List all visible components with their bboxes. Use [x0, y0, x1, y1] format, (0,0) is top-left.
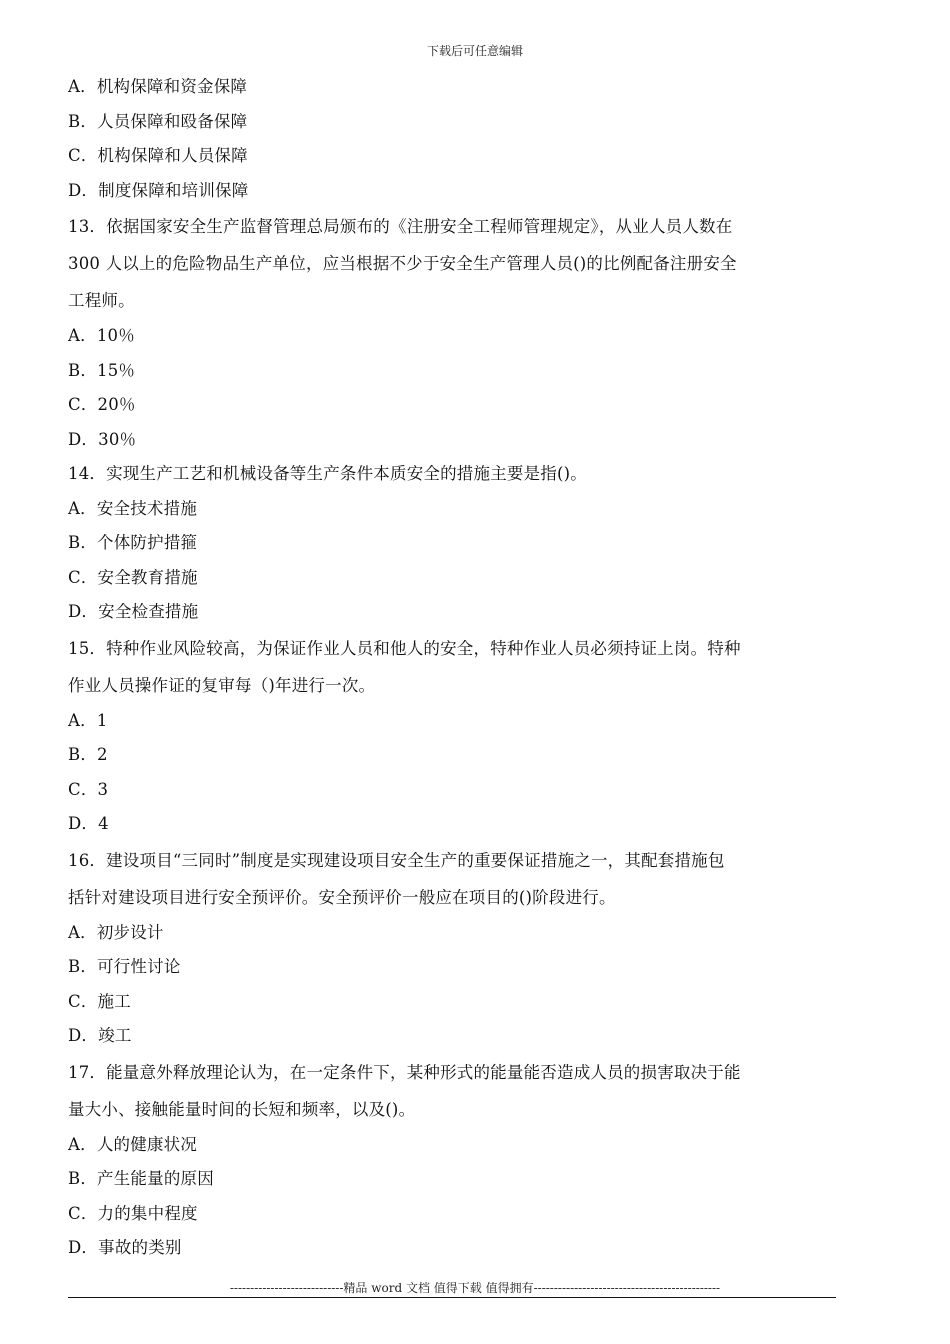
option-d: D．竣工: [68, 1026, 132, 1045]
document-body: [68, 70, 840, 1266]
option-b: B．15％: [68, 360, 136, 380]
option-d: D．安全检查措施: [68, 602, 199, 621]
option-c: C．施工: [68, 991, 131, 1011]
question-text-line: 15．特种作业风险较高，为保证作业人员和他人的安全，特种作业人员必须持证上岗。特种: [68, 638, 741, 658]
option-b: B．产生能量的原因: [68, 1169, 214, 1188]
question-text-line: 括针对建设项目进行安全预评价。安全预评价一般应在项目的()阶段进行。: [68, 887, 616, 907]
option-c: C．安全教育措施: [68, 567, 198, 587]
option-a: A．1: [68, 710, 108, 730]
option-d: D．事故的类别: [68, 1238, 182, 1257]
option-b: B．人员保障和殴备保障: [68, 111, 248, 131]
question-14: [68, 457, 840, 630]
page-header: 下载后可任意编辑: [426, 44, 523, 58]
option-a: A．安全技术措施: [68, 498, 198, 518]
option-c: C．力的集中程度: [68, 1203, 198, 1223]
option-b: B．个体防护措箍: [68, 533, 198, 552]
option-a: A．人的健康状况: [68, 1134, 198, 1154]
question-text-line: 13．依据国家安全生产监督管理总局颁布的《注册安全工程师管理规定》，从业人员人数在: [68, 217, 733, 236]
question-13: [68, 208, 840, 457]
option-b: B．可行性讨论: [68, 957, 181, 976]
question-text-line: 作业人员操作证的复审每（)年进行一次。: [68, 675, 376, 695]
question-17: [68, 1054, 840, 1266]
question-12-options: [68, 70, 840, 208]
question-text-line: 量大小、接触能量时间的长短和频率，以及()。: [68, 1099, 416, 1119]
option-c: C．20％: [68, 395, 136, 414]
option-a: A．初步设计: [68, 922, 164, 942]
option-c: C．3: [68, 779, 109, 799]
option-a: A．机构保障和资金保障: [68, 77, 248, 96]
option-c: C．机构保障和人员保障: [68, 146, 248, 165]
question-text-line: 16．建设项目“三同时”制度是实现建设项目安全生产的重要保证措施之一，其配套措施包: [68, 850, 725, 870]
question-text-line: 工程师。: [68, 291, 135, 310]
question-15: [68, 630, 840, 842]
option-d: D．4: [68, 814, 109, 833]
page-footer: ----------------------------精品 word 文档 值得下载 值得拥有----------------------------------------------: [229, 1281, 721, 1295]
question-text-line: 17．能量意外释放理论认为，在一定条件下，某种形式的能量能否造成人员的损害取决于能: [68, 1062, 741, 1082]
option-d: D．制度保障和培训保障: [68, 180, 249, 200]
question-16: [68, 842, 840, 1054]
option-b: B．2: [68, 745, 108, 764]
question-text-line: 14．实现生产工艺和机械设备等生产条件本质安全的措施主要是指()。: [68, 464, 587, 483]
option-d: D．30％: [68, 429, 137, 449]
option-a: A．10％: [68, 326, 135, 345]
question-text-line: 300 人以上的危险物品生产单位，应当根据不少于安全生产管理人员()的比例配备注册安全: [68, 254, 737, 273]
footer-divider: [68, 1297, 836, 1298]
